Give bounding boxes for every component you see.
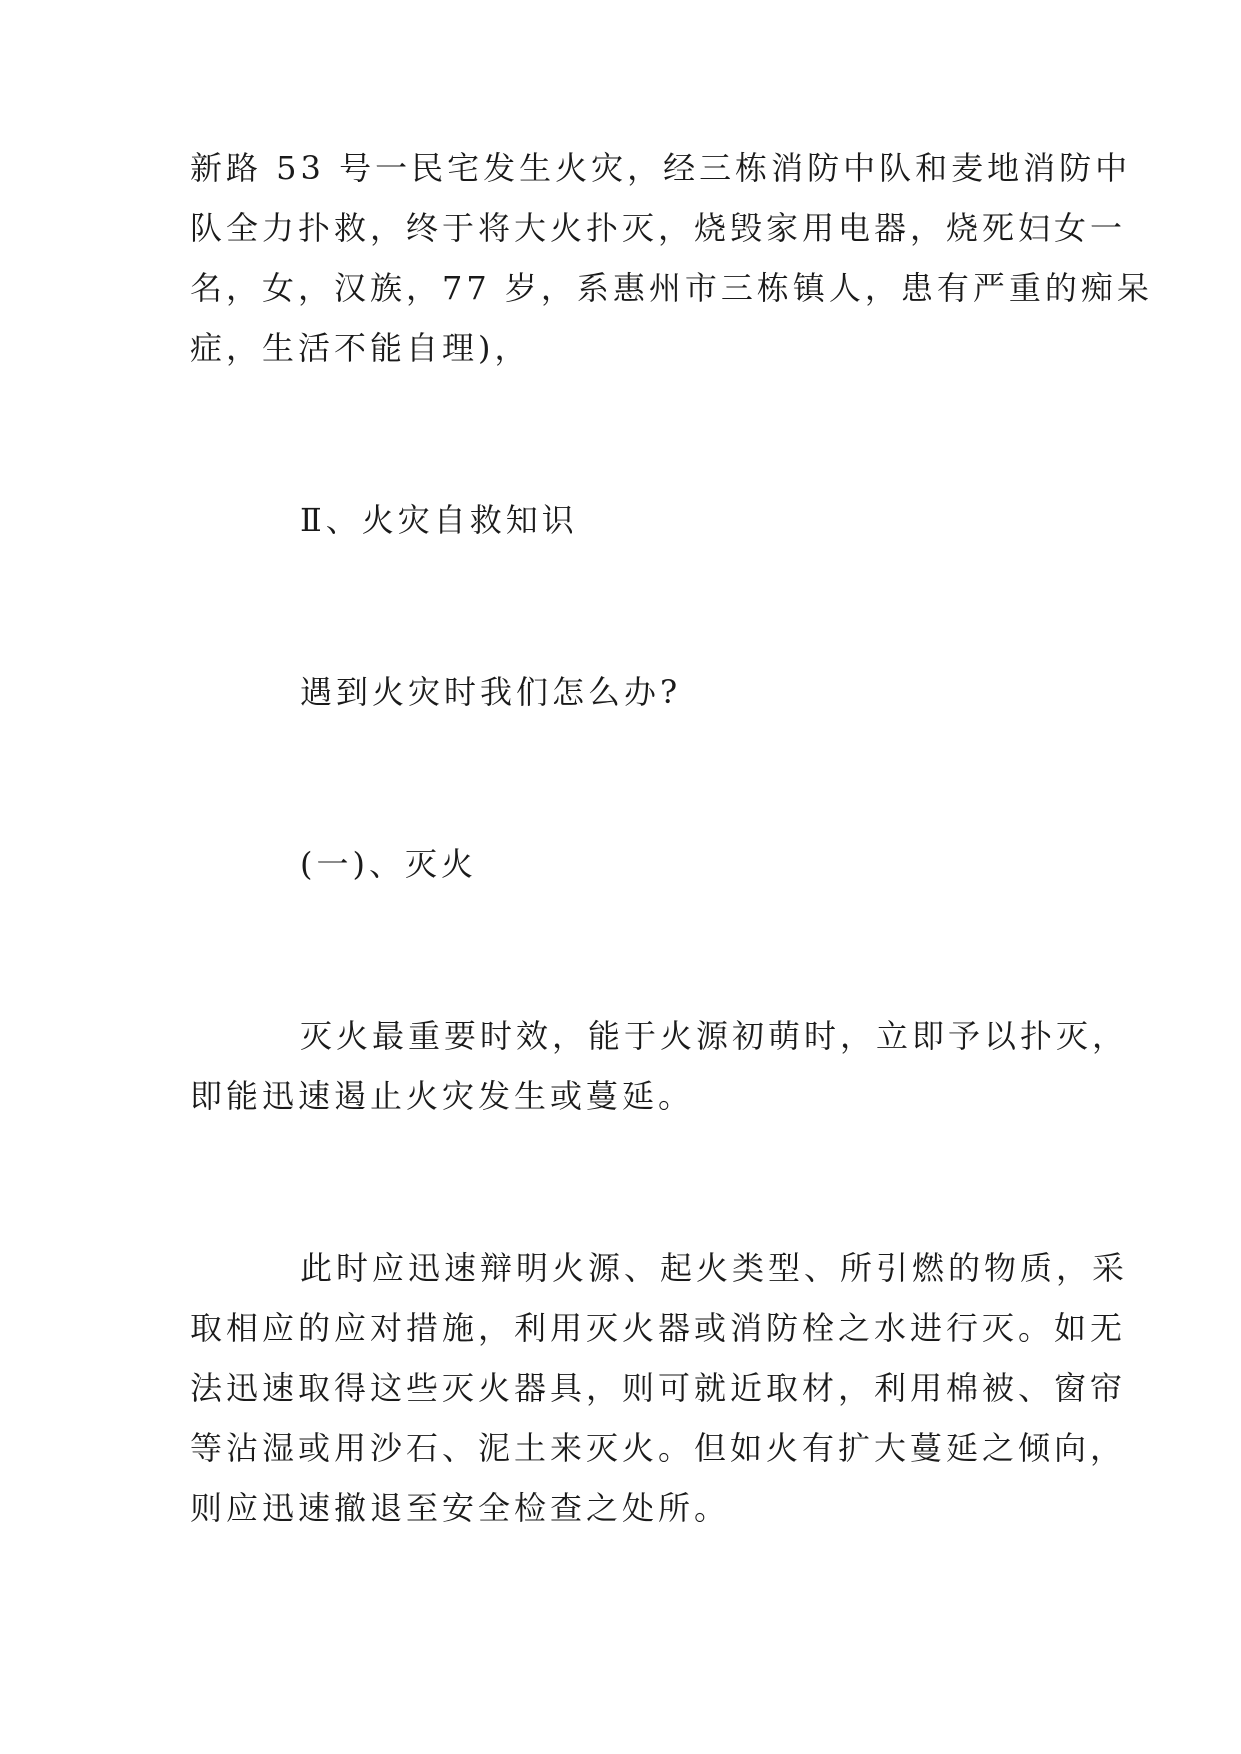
para2-line-4: 等沾湿或用沙石、泥土来灭火。但如火有扩大蔓延之倾向，: [190, 1429, 1127, 1467]
subheading-extinguish: (一)、灭火: [300, 845, 477, 883]
question-heading: 遇到火灾时我们怎么办?: [300, 673, 682, 711]
para1-line-2: 即能迅速遏止火灾发生或蔓延。: [190, 1077, 695, 1115]
para2-line-3: 法迅速取得这些灭火器具，则可就近取材，利用棉被、窗帘: [190, 1369, 1127, 1407]
intro-line-1: 新路 53 号一民宅发生火灾，经三栋消防中队和麦地消防中: [190, 149, 1132, 187]
intro-line-3: 名，女，汉族，77 岁，系惠州市三栋镇人，患有严重的痴呆: [190, 269, 1153, 307]
para1-line-1: 灭火最重要时效，能于火源初萌时，立即予以扑灭，: [300, 1017, 1129, 1055]
intro-line-2: 队全力扑救，终于将大火扑灭，烧毁家用电器，烧死妇女一: [190, 209, 1127, 247]
section-heading: Ⅱ、火灾自救知识: [300, 501, 578, 539]
para2-line-5: 则应迅速撤退至安全检查之处所。: [190, 1489, 731, 1527]
para2-line-2: 取相应的应对措施，利用灭火器或消防栓之水进行灭。如无: [190, 1309, 1127, 1347]
intro-line-4: 症，生活不能自理)，: [190, 329, 531, 367]
para2-line-1: 此时应迅速辩明火源、起火类型、所引燃的物质，采: [300, 1249, 1129, 1287]
